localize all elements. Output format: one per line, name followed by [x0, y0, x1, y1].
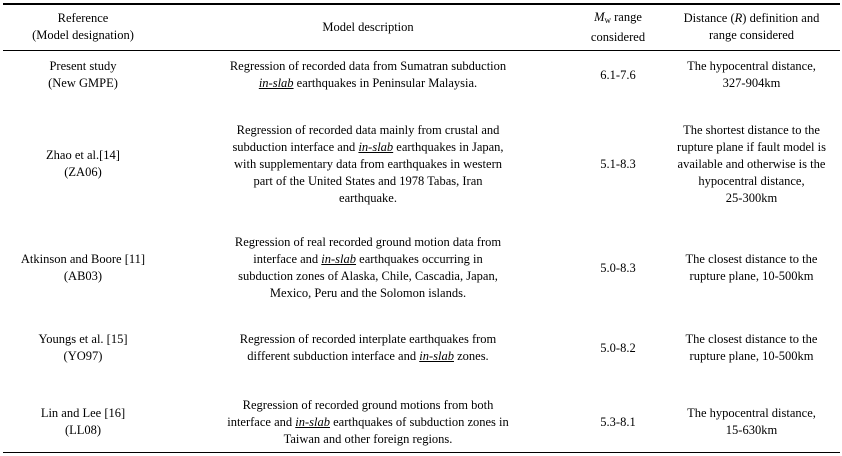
header-distance-post: ) definition and — [742, 11, 820, 25]
header-model-description: Model description — [322, 19, 414, 34]
row-3-distance: The closest distance to the rupture plane, 10-500km — [685, 332, 818, 363]
header-distance-pre: Distance ( — [683, 11, 735, 25]
row-3-ref: Youngs et al. [15] — [38, 332, 128, 346]
header-distance-symbol: R — [734, 11, 743, 25]
header-mw-line1 — [591, 9, 645, 29]
row-0-distance: The hypocentral distance, 327-904km — [687, 59, 816, 90]
row-4-mw: 5.3-8.1 — [600, 414, 636, 429]
row-4-ref: Lin and Lee [16] — [40, 406, 126, 420]
row-3-model: (YO97) — [63, 349, 103, 363]
row-4-desc-italic: in-slab — [295, 414, 330, 429]
row-4-description — [163, 395, 573, 449]
header-reference-line1: Reference — [57, 11, 109, 25]
row-2-ref: Atkinson and Boore [11] — [20, 252, 146, 266]
row-2-description — [163, 229, 573, 307]
row-1-ref: Zhao et al.[14] — [46, 148, 120, 162]
row-0-model: (New GMPE) — [48, 76, 118, 90]
row-1-desc-italic: in-slab — [358, 139, 394, 154]
row-4-desc-b: earthquakes of subduction zones in Taiwan and other foreign regions. — [283, 414, 509, 446]
row-0-description — [163, 51, 573, 99]
row-1-mw: 5.1-8.3 — [600, 156, 636, 171]
header-reference — [3, 5, 163, 49]
header-mw-line2: considered — [590, 29, 646, 44]
row-2-desc-a: Regression of real recorded ground motion data from interface and — [234, 235, 502, 266]
row-1-description — [163, 115, 573, 213]
row-3-reference — [3, 323, 163, 373]
row-2-model: (AB03) — [63, 269, 103, 283]
row-2-reference — [3, 229, 163, 307]
row-2-desc-b: earthquakes occurring in subduction zones of Alaska, Chile, Cascadia, Japan, Mexico, Peru and the Solomon islands. — [238, 252, 498, 300]
row-0-desc-b: earthquakes in Peninsular Malaysia. — [293, 76, 478, 90]
row-3-mw: 5.0-8.2 — [600, 340, 636, 355]
row-3-desc-a: Regression of recorded interplate earthquakes from different subduction interface and — [239, 332, 497, 363]
row-4-distance: The hypocentral distance, 15-630km — [687, 406, 816, 437]
row-2-mw: 5.0-8.3 — [600, 260, 636, 275]
row-4-reference — [3, 395, 163, 449]
header-mw-subscript: w — [604, 14, 612, 25]
header-distance-line1 — [684, 10, 820, 27]
header-mw-tail: range — [611, 9, 642, 24]
header-reference-line2: (Model designation) — [32, 28, 134, 42]
row-0-ref: Present study — [49, 59, 117, 73]
row-2-desc-italic: in-slab — [321, 252, 357, 266]
row-1-reference — [3, 115, 163, 213]
row-0-desc-a: Regression of recorded data from Sumatran subduction — [229, 59, 507, 73]
row-1-model: (ZA06) — [64, 165, 102, 179]
row-3-desc-b: zones. — [453, 349, 489, 363]
row-0-desc-italic: in-slab — [258, 76, 294, 90]
row-1-desc-a: Regression of recorded data mainly from crustal and subduction interface and — [232, 122, 500, 154]
gmpe-comparison-table — [3, 3, 840, 453]
row-2-distance: The closest distance to the rupture plane, 10-500km — [685, 252, 818, 283]
header-mw-range — [573, 5, 663, 49]
row-3-desc-italic: in-slab — [419, 349, 454, 363]
row-0-reference — [3, 51, 163, 99]
row-1-desc-b: earthquakes in Japan, with supplementary data from earthquakes in western part of the United States and 1978 Tabas, Iran earthquake. — [234, 139, 504, 205]
row-0-mw: 6.1-7.6 — [600, 67, 636, 82]
header-mw-symbol: M — [594, 9, 605, 24]
header-distance — [663, 5, 840, 49]
table-bottom-rule — [3, 452, 840, 454]
row-3-description — [163, 323, 573, 373]
row-1-distance: The shortest distance to the rupture plane if fault model is available and otherwise is the hypocentral distance, 25-300km — [677, 122, 826, 205]
row-4-model: (LL08) — [64, 423, 102, 437]
header-distance-line2: range considered — [708, 28, 795, 42]
row-4-desc-a: Regression of recorded ground motions from both interface and — [227, 397, 494, 429]
